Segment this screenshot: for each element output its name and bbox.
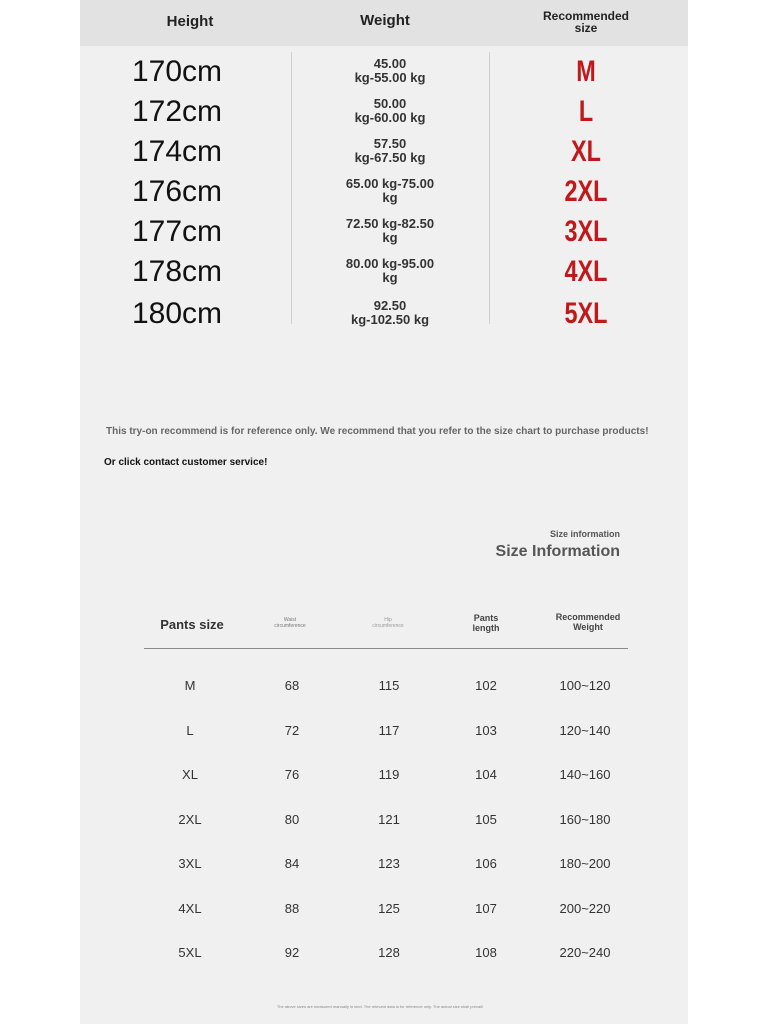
recommendation-row — [80, 135, 688, 175]
cell-hip: 119 — [378, 767, 400, 782]
weight-line1: 65.00 kg-75.00 — [345, 176, 435, 191]
row-size: 3XL — [564, 215, 608, 248]
waist-line1: Waist — [283, 617, 297, 623]
weight-line2: kg — [382, 190, 398, 205]
cell-waist: 72 — [284, 723, 300, 738]
length-line1: Pants — [473, 613, 499, 623]
waist-line2: circumference — [274, 623, 306, 629]
row-height: 172cm — [132, 95, 223, 128]
cell-hip: 121 — [378, 812, 400, 827]
cell-size: 3XL — [178, 856, 202, 871]
cell-waist: 88 — [284, 901, 300, 916]
header-recommended-line1: Recommended — [542, 9, 630, 23]
hip-line1: Hip — [384, 617, 392, 623]
row-height: 177cm — [132, 215, 223, 248]
cell-weight: 140~160 — [559, 767, 611, 782]
cell-waist: 68 — [284, 678, 300, 693]
weight-line1: 57.50 — [373, 136, 407, 151]
weight-line1: 92.50 — [373, 298, 407, 313]
weight-line2: kg-55.00 kg — [354, 70, 426, 85]
row-size: L — [578, 95, 594, 128]
table-row — [0, 678, 768, 698]
pants-header-waist — [262, 617, 318, 629]
header-recommended-line2: size — [574, 21, 598, 35]
section-subtitle: Size information — [549, 529, 620, 539]
weight-line2: kg — [382, 270, 398, 285]
row-weight — [330, 257, 450, 285]
row-height: 174cm — [132, 135, 223, 168]
cell-waist: 92 — [284, 945, 300, 960]
cell-size: XL — [182, 767, 198, 782]
table-row — [0, 901, 768, 921]
pants-header-size: Pants size — [160, 617, 224, 632]
row-weight — [330, 97, 450, 125]
weight-line2: kg-60.00 kg — [354, 110, 426, 125]
weight-line2: kg — [382, 230, 398, 245]
recommendation-row — [80, 297, 688, 337]
table-row — [0, 723, 768, 743]
pants-header-weight — [548, 612, 628, 632]
weight-line1: 72.50 kg-82.50 — [345, 216, 435, 231]
header-height: Height — [166, 13, 214, 30]
row-weight — [330, 137, 450, 165]
cell-waist: 80 — [284, 812, 300, 827]
cell-length: 103 — [475, 723, 497, 738]
weight-header-line2: Weight — [573, 622, 603, 632]
weight-line2: kg-67.50 kg — [354, 150, 426, 165]
row-height: 180cm — [132, 297, 223, 330]
cell-weight: 120~140 — [559, 723, 611, 738]
pants-header-length — [460, 613, 512, 633]
cell-hip: 128 — [378, 945, 400, 960]
cell-size: 5XL — [178, 945, 202, 960]
cell-length: 107 — [475, 901, 497, 916]
recommendation-row — [80, 95, 688, 135]
weight-line1: 45.00 — [373, 56, 407, 71]
row-weight — [330, 177, 450, 205]
cell-size: M — [184, 678, 196, 693]
cell-weight: 220~240 — [559, 945, 611, 960]
row-size: 5XL — [564, 297, 608, 330]
table-row — [0, 856, 768, 876]
table-row — [0, 812, 768, 832]
table-row — [0, 767, 768, 787]
cell-length: 105 — [475, 812, 497, 827]
contact-customer-service-note[interactable]: Or click contact customer service! — [104, 457, 268, 468]
measurement-footnote: The above sizes are measured manually in kind. The relevant data is for reference only. The actual size shall prevail! — [276, 1004, 484, 1009]
weight-header-line1: Recommended — [555, 612, 621, 622]
cell-hip: 123 — [378, 856, 400, 871]
row-size: 4XL — [564, 255, 608, 288]
cell-size: 4XL — [178, 901, 202, 916]
length-line2: length — [472, 623, 500, 633]
row-height: 170cm — [132, 55, 223, 88]
hip-line2: circumference — [372, 623, 404, 629]
reference-note: This try-on recommend is for reference only. We recommend that you refer to the size chart to purchase products! — [106, 426, 649, 437]
recommendation-row — [80, 255, 688, 295]
cell-waist: 76 — [284, 767, 300, 782]
cell-weight: 160~180 — [559, 812, 611, 827]
cell-length: 108 — [475, 945, 497, 960]
weight-line1: 50.00 — [373, 96, 407, 111]
row-size: XL — [571, 135, 601, 168]
cell-waist: 84 — [284, 856, 300, 871]
cell-length: 102 — [475, 678, 497, 693]
cell-hip: 115 — [378, 678, 400, 693]
cell-weight: 100~120 — [559, 678, 611, 693]
recommendation-row — [80, 55, 688, 95]
weight-line2: kg-102.50 kg — [350, 312, 430, 327]
row-height: 176cm — [132, 175, 223, 208]
recommendation-row — [80, 215, 688, 255]
row-size: 2XL — [564, 175, 608, 208]
header-weight: Weight — [360, 12, 410, 29]
table-row — [0, 945, 768, 965]
row-size: M — [576, 55, 596, 88]
cell-size: 2XL — [178, 812, 202, 827]
row-height: 178cm — [132, 255, 223, 288]
weight-line1: 80.00 kg-95.00 — [345, 256, 435, 271]
row-weight — [330, 57, 450, 85]
header-recommended-size — [530, 10, 642, 34]
cell-weight: 200~220 — [559, 901, 611, 916]
row-weight — [330, 217, 450, 245]
recommendation-row — [80, 175, 688, 215]
cell-length: 104 — [475, 767, 497, 782]
row-weight — [330, 299, 450, 327]
pants-header-hip — [360, 617, 416, 629]
cell-length: 106 — [475, 856, 497, 871]
header-divider — [144, 648, 628, 649]
cell-hip: 117 — [378, 723, 400, 738]
cell-weight: 180~200 — [559, 856, 611, 871]
cell-hip: 125 — [378, 901, 400, 916]
cell-size: L — [186, 723, 194, 738]
section-title: Size Information — [495, 543, 620, 560]
